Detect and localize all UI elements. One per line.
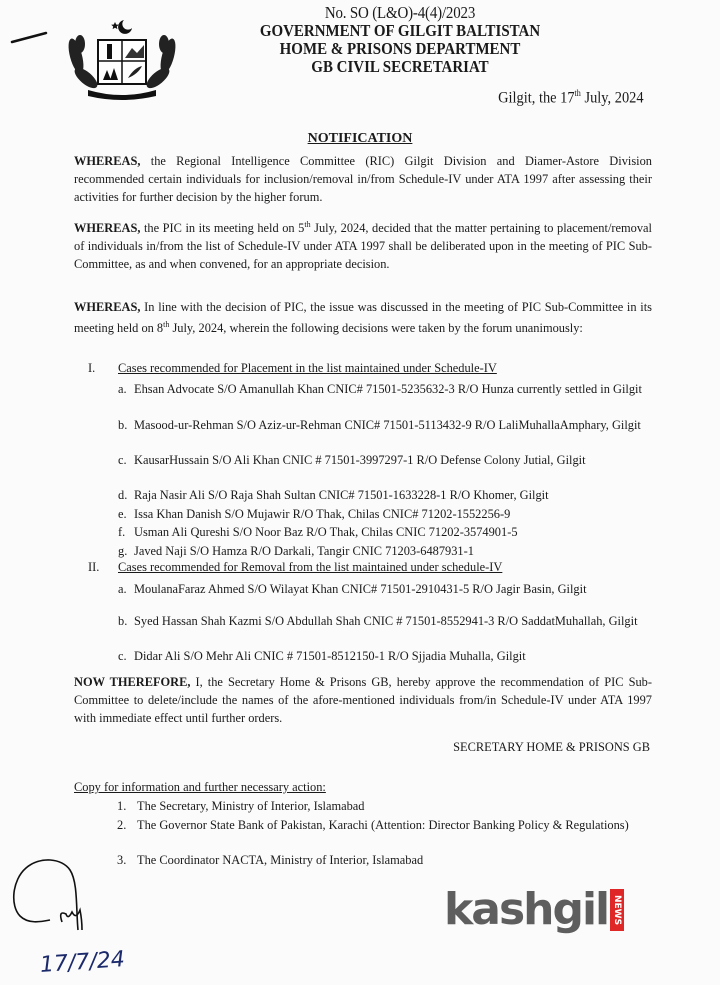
list-item: a. MoulanaFaraz Ahmed S/O Wilayat Khan CNIC# 71501-2910431-5 R/O Jagir Basin, Gilgit	[118, 582, 587, 596]
copy-to-item: 2. The Governor State Bank of Pakistan, Karachi (Attention: Director Banking Policy & Regulations)	[117, 818, 629, 832]
section-placement-heading: I. Cases recommended for Placement in the list maintained under Schedule-IV	[88, 361, 497, 375]
gb-emblem-icon	[58, 16, 186, 104]
list-item: e. Issa Khan Danish S/O Mujawir R/O Thak, Chilas CNIC# 71202-1552256-9	[118, 507, 511, 521]
section-removal-heading: II. Cases recommended for Removal from the list maintained under schedule-IV	[88, 560, 503, 574]
kashgil-news-watermark	[444, 884, 624, 935]
list-item: g. Javed Naji S/O Hamza R/O Darkali, Tangir CNIC 71203-6487931-1	[118, 544, 474, 558]
copy-to-item: 3. The Coordinator NACTA, Ministry of Interior, Islamabad	[117, 853, 424, 867]
list-item: d. Raja Nasir Ali S/O Raja Shah Sultan CNIC# 71501-1633228-1 R/O Khomer, Gilgit	[118, 488, 549, 502]
list-item: b. Masood-ur-Rehman S/O Aziz-ur-Rehman CNIC# 71501-5113432-9 R/O LaliMuhallaAmphary, Gilgit	[118, 418, 641, 432]
signatory: SECRETARY HOME & PRISONS GB	[453, 740, 650, 754]
list-item: f. Usman Ali Qureshi S/O Noor Baz R/O Thak, Chilas CNIC 71202-3574901-5	[118, 525, 518, 539]
department-name: HOME & PRISONS DEPARTMENT	[279, 39, 521, 58]
list-item: a. Ehsan Advocate S/O Amanullah Khan CNIC# 71501-5235632-3 R/O Hunza currently settled in Gilgit	[118, 382, 642, 396]
letterhead	[180, 4, 620, 76]
reference-number: No. SO (L&O)-4(4)/2023	[324, 3, 476, 22]
document-title: NOTIFICATION	[307, 131, 413, 146]
watermark-news-tag: NEWS	[610, 889, 624, 931]
list-item: c. KausarHussain S/O Ali Khan CNIC # 71501-3997297-1 R/O Defense Colony Jutial, Gilgit	[118, 453, 586, 467]
watermark-brand: kashgil	[444, 884, 609, 935]
list-item: c. Didar Ali S/O Mehr Ali CNIC # 71501-8512150-1 R/O Sjjadia Muhalla, Gilgit	[118, 649, 526, 663]
office-name: GB CIVIL SECRETARIAT	[311, 57, 489, 76]
handwritten-date: 17/7/24	[39, 947, 126, 978]
document-date: Gilgit, the 17th July, 2024	[498, 88, 644, 107]
list-item: b. Syed Hassan Shah Kazmi S/O Abdullah Shah CNIC # 71501-8552941-3 R/O SaddatMuhallah, Gilgit	[118, 614, 638, 628]
pen-mark-icon	[10, 30, 50, 46]
whereas-paragraph-1: WHEREAS, the Regional Intelligence Committee (RIC) Gilgit Division and Diamer-Astore Division recommended certain individuals for inclusion/removal in/from Schedule-IV under ATA 1997 after assessing their activities for further decision by the higher forum.	[74, 154, 652, 204]
handwritten-signature-icon	[0, 850, 130, 950]
copy-to-heading: Copy for information and further necessary action:	[74, 780, 326, 794]
government-name: GOVERNMENT OF GILGIT BALTISTAN	[259, 21, 541, 40]
whereas-paragraph-2: WHEREAS, the PIC in its meeting held on 5th July, 2024, decided that the matter pertaining to placement/removal of individuals in/from the list of Schedule-IV under ATA 1997 shall be deliberated upon in the meeting of PIC Sub-Committee, as and when convened, for an appropriate decision.	[74, 220, 652, 272]
copy-to-item: 1. The Secretary, Ministry of Interior, Islamabad	[117, 799, 365, 813]
whereas-paragraph-3: WHEREAS, In line with the decision of PIC, the issue was discussed in the meeting of PIC Sub-Committee in its meeting held on 8th July, 2024, wherein the following decisions were taken by the forum unanimously:	[74, 300, 652, 336]
now-therefore-paragraph: NOW THEREFORE, I, the Secretary Home & Prisons GB, hereby approve the recommendation of PIC Sub-Committee to delete/include the names of the afore-mentioned individuals from/in Schedule-IV under ATA 1997 with immediate effect until further orders.	[74, 675, 652, 725]
